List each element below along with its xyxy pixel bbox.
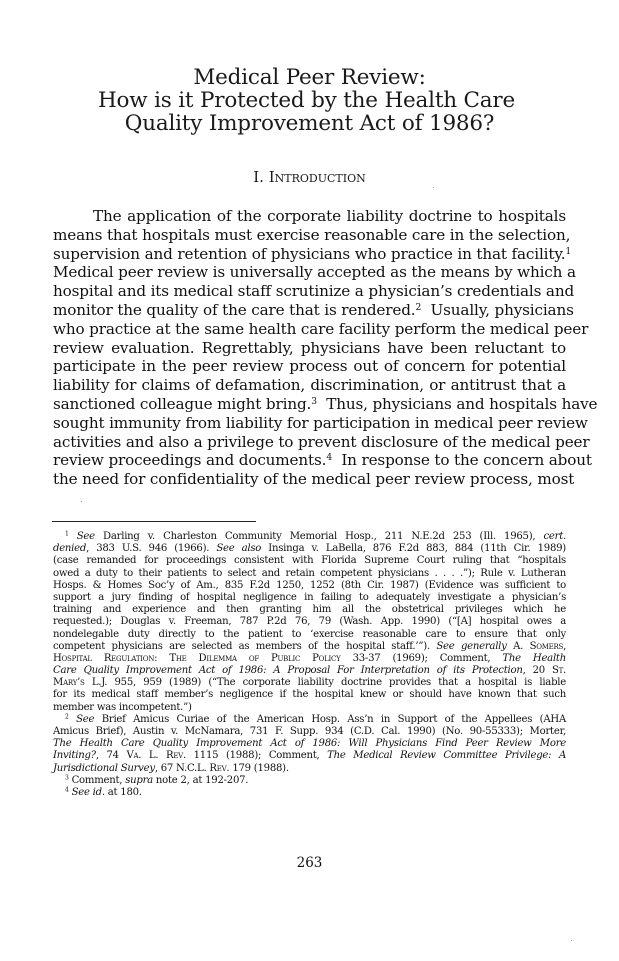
- scan-speck: [571, 940, 572, 941]
- body-paragraph: [53, 207, 598, 489]
- footnote-ref-1[interactable]: 1: [565, 246, 572, 257]
- footnotes: [53, 531, 566, 799]
- footnote-line: member was incompetent.”): [53, 701, 192, 713]
- section-heading: [0, 168, 619, 186]
- body-line: review evaluation. Regrettably, physicians have been reluctant to: [53, 338, 566, 357]
- footnote-line: Jurisdictional Survey, 67 N.C.L. Rev. 179 (1988).: [53, 762, 289, 774]
- footnote-line: Mary’s L.J. 955, 959 (1989) (“The corporate liability doctrine provides that a hospital is liable: [53, 677, 566, 689]
- footnote-line: denied, 383 U.S. 946 (1966). See also Insinga v. LaBella, 876 F.2d 883, 884 (11th Cir. 1989): [53, 543, 566, 555]
- footnote-line: training and experience and then granting him all the obstetrical privileges which he: [53, 604, 566, 616]
- scan-speck: [81, 501, 82, 502]
- body-line: sought immunity from liability for participation in medical peer review: [53, 413, 588, 432]
- body-line: liability for claims of defamation, discrimination, or antitrust that a: [53, 376, 566, 395]
- body-line: activities and also a privilege to prevent disclosure of the medical peer: [53, 432, 590, 451]
- footnote-line: Care Quality Improvement Act of 1986: A Proposal For Interpretation of its Protection, 20 St.: [53, 665, 566, 677]
- article-title: [0, 66, 619, 135]
- body-line: Medical peer review is universally accepted as the means by which a: [53, 263, 576, 282]
- footnote-ref-3[interactable]: 3: [311, 396, 317, 407]
- section-title: Introduction: [268, 168, 366, 186]
- body-line: participate in the peer review process out of concern for potential: [53, 357, 566, 376]
- footnote-line: Inviting?, 74 Va. L. Rev. 1115 (1988); Comment, The Medical Review Committee Privilege: A: [53, 750, 566, 762]
- footnote-line: support a jury finding of hospital negligence in failing to adequately investigate a physician’s: [53, 591, 566, 603]
- body-line: sanctioned colleague might bring.$^3$ Thus, physicians and hospitals have: [53, 394, 598, 413]
- body-line: means that hospitals must exercise reasonable care in the selection,: [53, 225, 571, 244]
- section-number: I.: [253, 168, 264, 186]
- title-line-3: Quality Improvement Act of 1986?: [124, 111, 495, 136]
- page-number: 263: [296, 855, 323, 871]
- body-line: who practice at the same health care facility perform the medical peer: [53, 319, 589, 338]
- body-line: The application of the corporate liability doctrine to hospitals: [93, 207, 566, 225]
- footnote-1: $^1$ See Darling v. Charleston Community Memorial Hosp., 211 N.E.2d 253 (Ill. 1965), cert.: [65, 530, 566, 542]
- body-line: supervision and retention of physicians who practice in that facility.$^1$: [53, 244, 572, 263]
- footnote-line: owed a duty to their patients to select and retain competent physicians . . . .”); Rule v. Lutheran: [53, 567, 566, 579]
- footnote-4: $^4$ See id. at 180.: [65, 786, 142, 798]
- body-line: hospital and its medical staff scrutinize a physician’s credentials and: [53, 282, 575, 301]
- footnote-ref-4[interactable]: 4: [326, 453, 332, 464]
- body-line: review proceedings and documents.$^4$ In response to the concern about: [53, 451, 592, 470]
- footnote-line: Hospital Regulation: The Dilemma of Public Policy 33-37 (1969); Comment, The Health: [53, 652, 566, 664]
- footnote-line: requested.); Douglas v. Freeman, 787 P.2d 76, 79 (Wash. App. 1990) (“[A] hospital owes a: [53, 616, 566, 628]
- footnote-line: Hosps. & Homes Soc’y of Am., 835 F.2d 1250, 1252 (8th Cir. 1987) (Evidence was sufficient to: [53, 579, 566, 591]
- footnote-ref-2[interactable]: 2: [415, 302, 422, 313]
- footnote-2: $^2$ See Brief Amicus Curiae of the American Hosp. Ass’n in Support of the Appellees (AHA: [65, 713, 566, 725]
- footnote-line: competent physicians are selected as members of the hospital staff.’”). See generally A. Somers,: [53, 640, 567, 652]
- footnote-3: $^3$ Comment, supra note 2, at 192-207.: [65, 774, 249, 786]
- body-line: the need for confidentiality of the medical peer review process, most: [53, 470, 575, 489]
- title-line-1: Medical Peer Review:: [193, 65, 426, 90]
- footnote-line: (case remanded for proceedings consistent with Florida Supreme Court ruling that “hospitals: [53, 555, 566, 567]
- title-line-2: How is it Protected by the Health Care: [97, 88, 516, 113]
- footnote-line: for its medical staff member’s negligence if the hospital knew or should have known that such: [53, 689, 566, 701]
- footnote-line: nondelegable duty directly to the patient to ‘exercise reasonable care to ensure that only: [53, 628, 566, 640]
- footnote-separator: [52, 521, 256, 522]
- body-line: monitor the quality of the care that is rendered.$^2$ Usually, physicians: [53, 300, 574, 319]
- footnote-line: Amicus Brief), Austin v. McNamara, 731 F. Supp. 934 (C.D. Cal. 1990) (No. 90-55333); Morter,: [53, 726, 566, 737]
- scan-speck: [433, 187, 434, 188]
- footnote-line: The Health Care Quality Improvement Act of 1986: Will Physicians Find Peer Review More: [53, 738, 566, 750]
